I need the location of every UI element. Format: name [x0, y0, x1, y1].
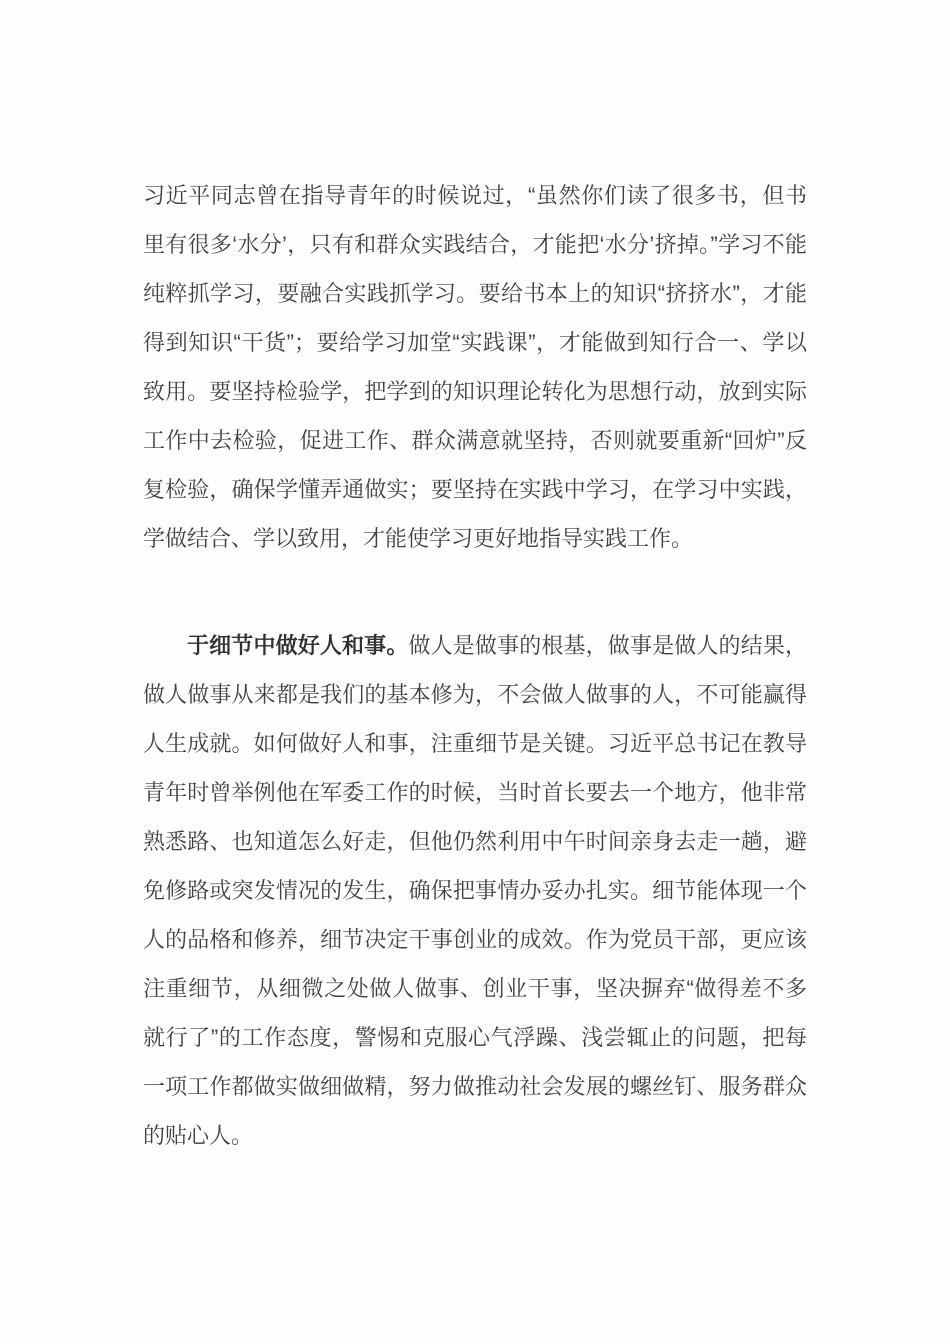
paragraph-lead-bold: 于细节中做好人和事。 — [187, 633, 409, 658]
paragraph-text: 做人是做事的根基，做事是做人的结果，做人做事从来都是我们的基本修为，不会做人做事的人，不可能赢得人生成就。如何做好人和事，注重细节是关键。习近平总书记在教导青年时曾举例他在军委工作的时候，当时首长要去一个地方，他非常熟悉路、也知道怎么好走，但他仍然利用中午时间亲身去走一趟，避免修路或突发情况的发生，确保把事情办妥办扎实。细节能体现一个人的品格和修养，细节决定干事创业的成效。作为党员干部，更应该注重细节，从细微之处做人做事、创业干事，坚决摒弃“做得差不多就行了”的工作态度，警惕和克服心气浮躁、浅尝辄止的问题，把每一项工作都做实做细做精，努力做推动社会发展的螺丝钉、服务群众的贴心人。 — [143, 633, 807, 1148]
paragraph-learning-practice — [143, 171, 807, 563]
paragraph-details-heading — [143, 621, 807, 1160]
paragraph-text: 习近平同志曾在指导青年的时候说过，“虽然你们读了很多书，但书里有很多‘水分’，只有和群众实践结合，才能把‘水分’挤掉。”学习不能纯粹抓学习，要融合实践抓学习。要给书本上的知识“挤挤水”，才能得到知识“干货”；要给学习加堂“实践课”，才能做到知行合一、学以致用。要坚持检验学，把学到的知识理论转化为思想行动，放到实际工作中去检验，促进工作、群众满意就坚持，否则就要重新“回炉”反复检验，确保学懂弄通做实；要坚持在实践中学习，在学习中实践，学做结合、学以致用，才能使学习更好地指导实践工作。 — [143, 183, 807, 551]
